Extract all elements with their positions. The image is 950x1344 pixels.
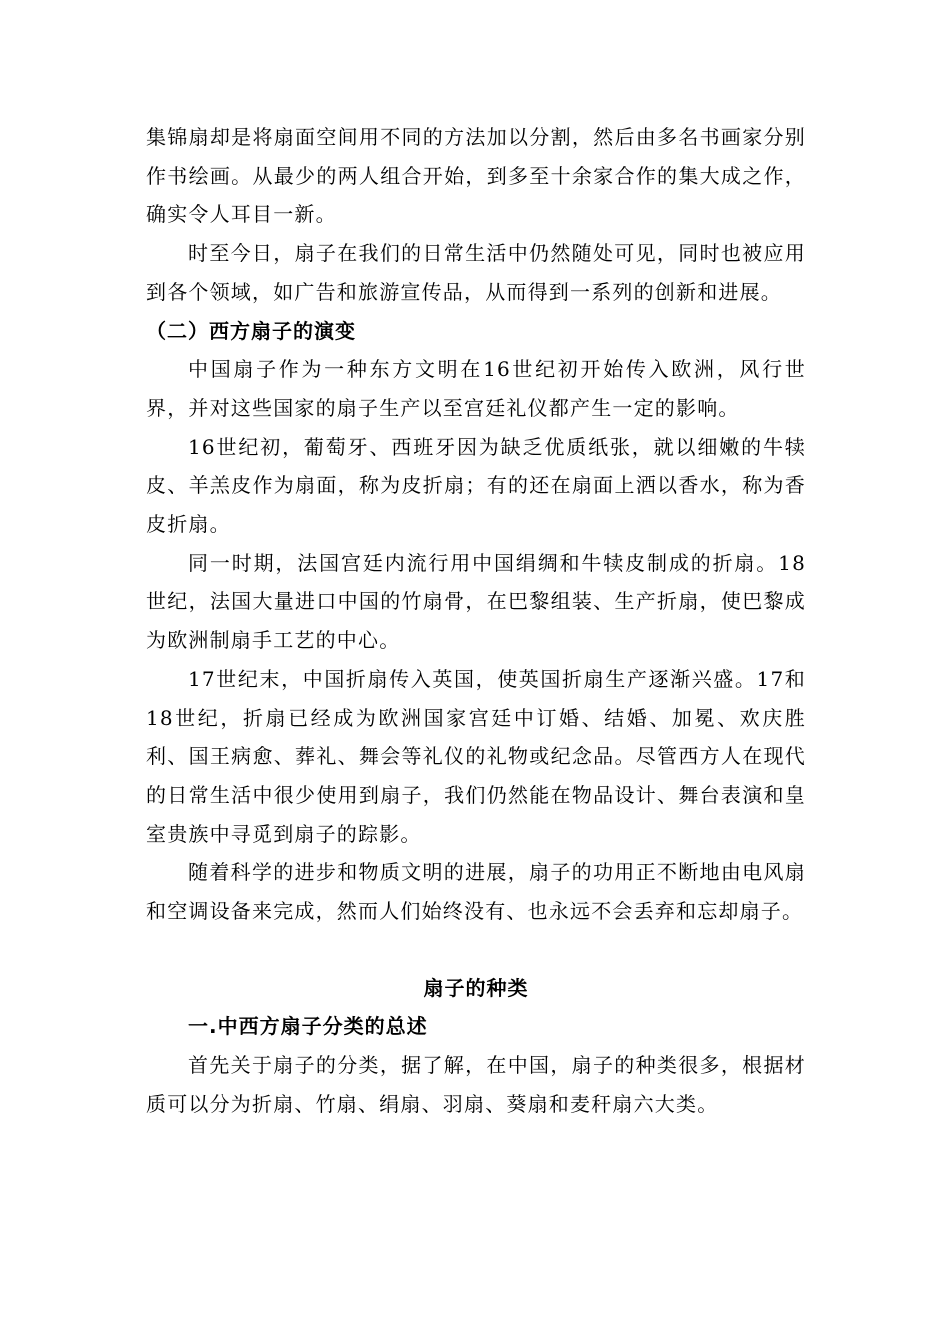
heading-western-evolution: （二）西方扇子的演变: [146, 318, 356, 343]
paragraph-modern-technology: 随着科学的进步和物质文明的进展，扇子的功用正不断地由电风扇和空调设备来完成，然而人们始终没有、也永远不会丢弃和忘却扇子。: [146, 860, 806, 924]
paragraph-collage-fan: 集锦扇却是将扇面空间用不同的方法加以分割，然后由多名书画家分别作书绘画。从最少的两人组合开始，到多至十余家合作的集大成之作，确实令人耳目一新。: [146, 125, 806, 227]
section-title-fan-types: 扇子的种类: [423, 975, 529, 1000]
paragraph-classification: 首先关于扇子的分类，据了解，在中国，扇子的种类很多，根据材质可以分为折扇、竹扇、绢扇、羽扇、葵扇和麦秆扇六大类。: [146, 1053, 806, 1116]
paragraph-portugal-spain: 16世纪初，葡萄牙、西班牙因为缺乏优质纸张，就以细嫩的牛犊皮、羊羔皮作为扇面，称为皮折扇；有的还在扇面上洒以香水，称为香皮折扇。: [146, 434, 806, 537]
paragraph-england: 17世纪末，中国折扇传入英国，使英国折扇生产逐渐兴盛。17和18世纪，折扇已经成为欧洲国家宫廷中订婚、结婚、加冕、欢庆胜利、国王病愈、葬礼、舞会等礼仪的礼物或纪念品。尽管西方人在现代的日常生活中很少使用到扇子，我们仍然能在物品设计、舞台表演和皇室贵族中寻觅到扇子的踪影。: [146, 666, 806, 846]
paragraph-france: 同一时期，法国宫廷内流行用中国绢绸和牛犊皮制成的折扇。18世纪，法国大量进口中国的竹扇骨，在巴黎组装、生产折扇，使巴黎成为欧洲制扇手工艺的中心。: [146, 550, 806, 653]
paragraph-modern-fans: 时至今日，扇子在我们的日常生活中仍然随处可见，同时也被应用到各个领域，如广告和旅游宣传品，从而得到一系列的创新和进展。: [146, 241, 806, 304]
paragraph-spread-to-europe: 中国扇子作为一种东方文明在16世纪初开始传入欧洲，风行世界，并对这些国家的扇子生产以至宫廷礼仪都产生一定的影响。: [146, 357, 806, 420]
document-page: [146, 118, 806, 1124]
heading-classification-overview: 一.中西方扇子分类的总述: [188, 1014, 428, 1039]
